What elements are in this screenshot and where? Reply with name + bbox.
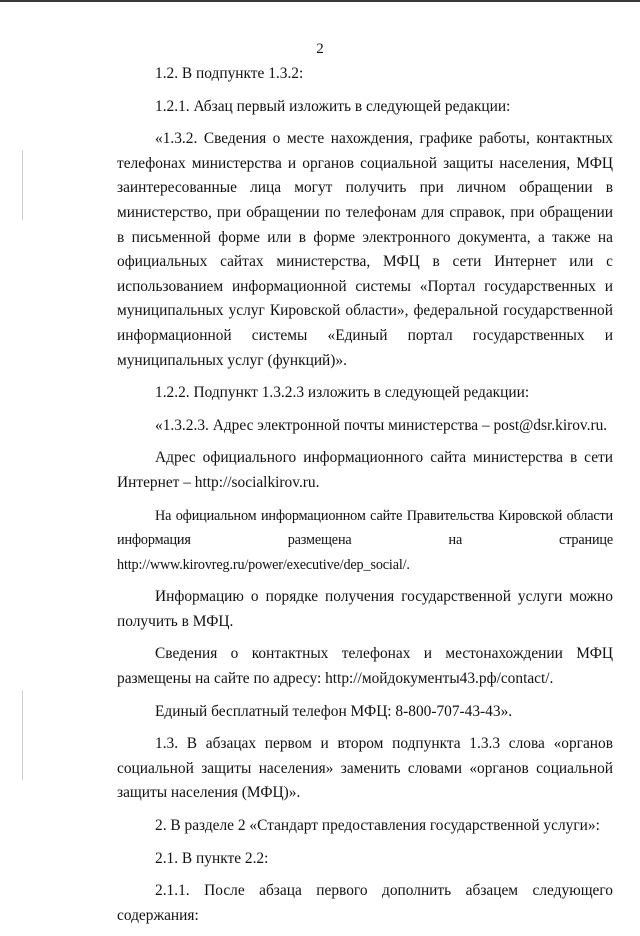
paragraph-site-address: Адрес официального информационного сайта министерства в сети Интернет – http://socialkirov.ru.: [117, 449, 613, 491]
paragraph-section-2: 2. В разделе 2 «Стандарт предоставления государственной услуги»:: [155, 817, 600, 835]
scan-margin-mark-upper: [22, 150, 23, 220]
paragraph-1-2-1: 1.2.1. Абзац первый изложить в следующей редакции:: [155, 97, 511, 115]
paragraph-2-1-1: 2.1.1. После абзаца первого дополнить абзацем следующего содержания:: [117, 882, 613, 924]
paragraph-2-1: 2.1. В пункте 2.2:: [155, 849, 269, 867]
paragraph-government-site: На официальном информационном сайте Правительства Кировской области информация размещена на странице http://www.kirovreg.ru/power/executive/dep_social/.: [117, 507, 613, 573]
paragraph-mfc-info: Информацию о порядке получения государственной услуги можно получить в МФЦ.: [117, 588, 613, 630]
paragraph-mfc-contacts: Сведения о контактных телефонах и местонахождении МФЦ размещены на сайте по адресу: http://мойдокументы43.рф/contact/.: [117, 645, 613, 688]
paragraph-1-3-2-quote: «1.3.2. Сведения о месте нахождения, графике работы, контактных телефонах министерства и органов социальной защиты населения, МФЦ заинтересованные лица могут получить при личном обращении в министерство, при обращении по телефонам для справок, при обращении в письменной форме или в форме электронного документа, а также на официальных сайтах министерства, МФЦ в сети Интернет или с использованием информационной системы «Портал государственных и муниципальных услуг Кировской области», федеральной государственной информационной системы «Единый портал государственных и муниципальных услуг (функций)».: [117, 130, 613, 369]
paragraph-email: «1.3.2.3. Адрес электронной почты министерства – post@dsr.kirov.ru.: [155, 416, 608, 434]
paragraph-mfc-phone: Единый бесплатный телефон МФЦ: 8-800-707-43-43».: [155, 702, 513, 720]
paragraph-1-2-2: 1.2.2. Подпункт 1.3.2.3 изложить в следующей редакции:: [155, 384, 530, 402]
paragraph-1-3: 1.3. В абзацах первом и втором подпункта 1.3.3 слова «органов социальной защиты населения» заменить словами «органов социальной защиты населения (МФЦ)».: [117, 735, 613, 802]
document-body: [117, 62, 613, 936]
paragraph-1-2: 1.2. В подпункте 1.3.2:: [155, 65, 304, 82]
page-number: 2: [316, 41, 324, 57]
scan-margin-mark-lower: [22, 690, 23, 780]
scan-top-border: [0, 0, 640, 2]
